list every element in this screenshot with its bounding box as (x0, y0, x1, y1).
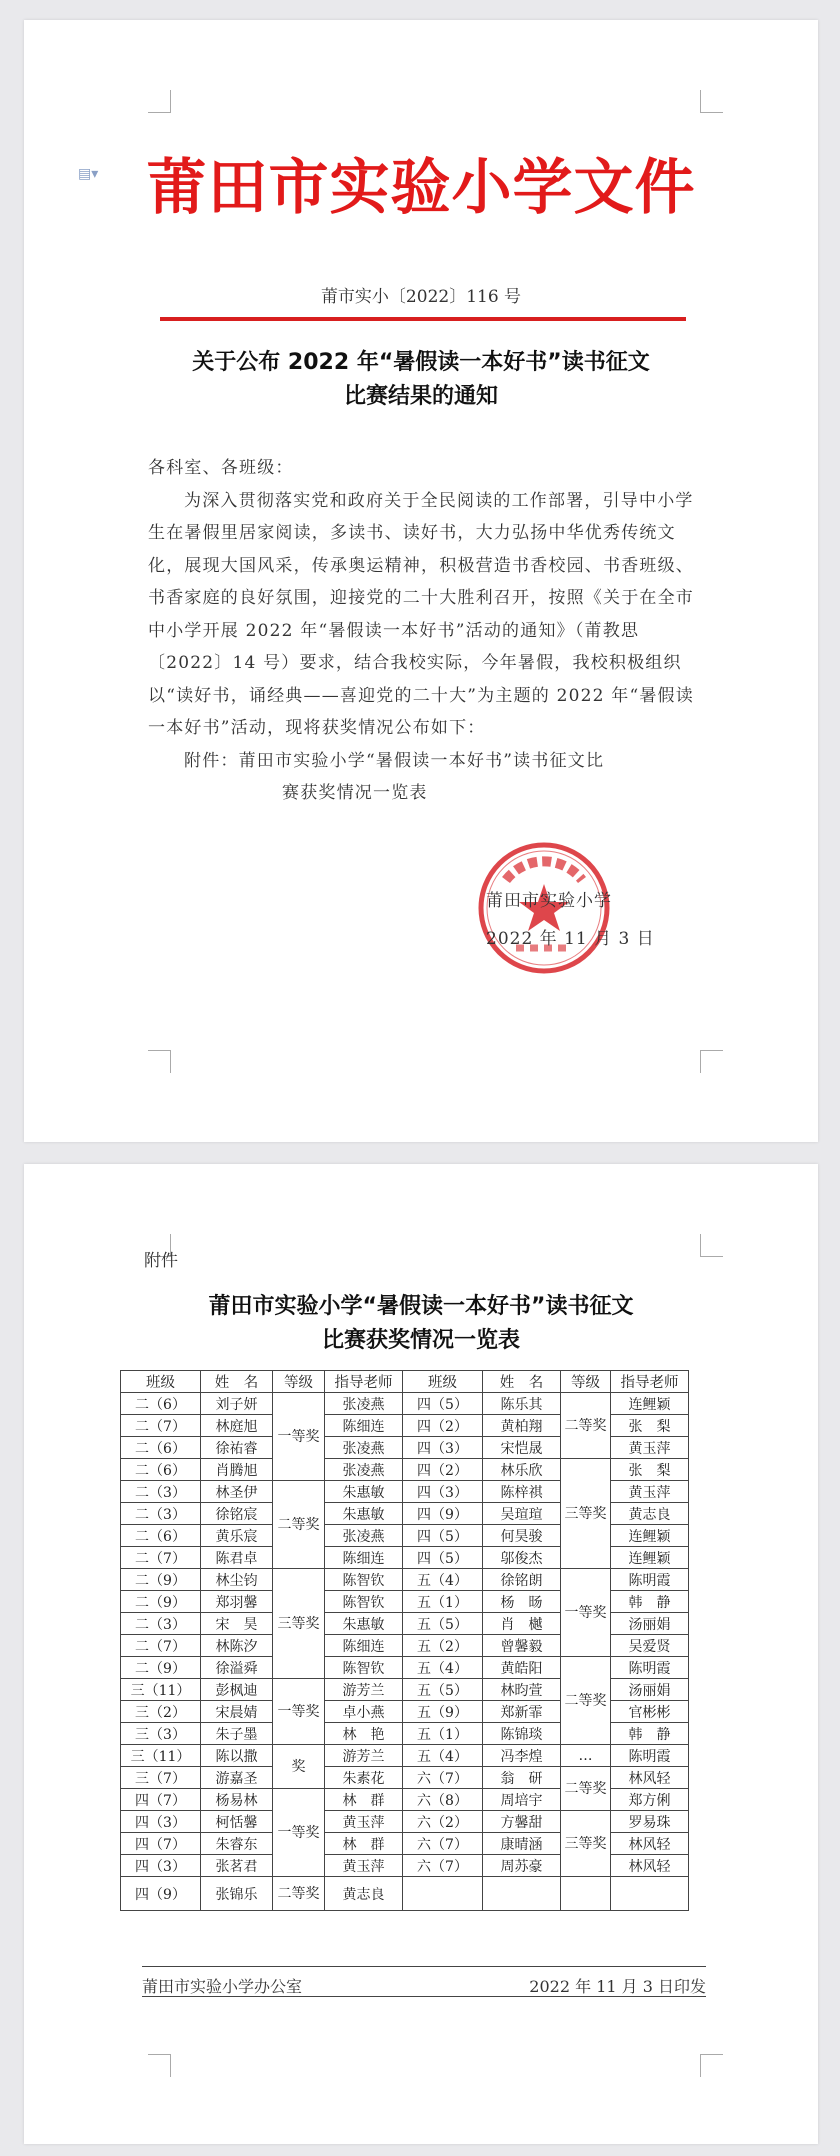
class-cell: 五（4） (403, 1657, 483, 1679)
document-page-1 (24, 20, 818, 1142)
award-grade-cell: 二等奖 (273, 1877, 325, 1911)
teacher-cell: 陈明霞 (611, 1569, 689, 1591)
award-grade-cell: 二等奖 (273, 1481, 325, 1569)
student-name-cell: 朱睿东 (201, 1833, 273, 1855)
annex-label: 附件 (144, 1251, 178, 1271)
class-cell: 二（9） (121, 1591, 201, 1613)
margin-corner-mark (148, 2054, 171, 2077)
empty-cell (561, 1877, 611, 1911)
award-list-title-line-2: 比赛获奖情况一览表 (321, 1328, 520, 1353)
student-name-cell: 张锦乐 (201, 1877, 273, 1911)
body-paragraph: 为深入贯彻落实党和政府关于全民阅读的工作部署，引导中小学生在暑假里居家阅读，多读书、读好书，大力弘扬中华优秀传统文化，展现大国风采，传承奥运精神，积极营造书香校园、书香班级、书香家庭的良好氛围，迎接党的二十大胜利召开，按照《关于在全市中小学开展 2022 年“暑假读一本好书”活动的通知》（莆教思〔2022〕14 号）要求，结合我校实际，今年暑假，我校积极组织以“读好书，诵经典——喜迎党的二十大”为主题的 2022 年“暑假读一本好书”活动，现将获奖情况公布如下： (148, 490, 694, 738)
class-cell: 四（5） (403, 1393, 483, 1415)
class-cell: 六（7） (403, 1767, 483, 1789)
teacher-cell: 陈明霞 (611, 1657, 689, 1679)
teacher-cell: 郑方俐 (611, 1789, 689, 1811)
issue-date: 2022 年 11 月 3 日印发 (529, 1977, 706, 1996)
teacher-cell: 林 群 (325, 1833, 403, 1855)
student-name-cell: 林尘钧 (201, 1569, 273, 1591)
student-name-cell: 彭枫迪 (201, 1679, 273, 1701)
document-page-2 (24, 1164, 818, 2144)
student-name-cell: 杨 旸 (483, 1591, 561, 1613)
header-name: 姓 名 (483, 1371, 561, 1393)
student-name-cell: 林昀萱 (483, 1679, 561, 1701)
student-name-cell: 徐铭宸 (201, 1503, 273, 1525)
class-cell: 五（5） (403, 1679, 483, 1701)
award-grade-cell: 一等奖 (273, 1679, 325, 1745)
student-name-cell: 杨易林 (201, 1789, 273, 1811)
teacher-cell: 黄志良 (325, 1877, 403, 1911)
header-teacher: 指导老师 (325, 1371, 403, 1393)
teacher-cell: 汤丽娟 (611, 1613, 689, 1635)
student-name-cell: 游嘉圣 (201, 1767, 273, 1789)
class-cell: 六（7） (403, 1855, 483, 1877)
class-cell: 二（3） (121, 1503, 201, 1525)
annex-line-2: 赛获奖情况一览表 (282, 783, 428, 803)
empty-cell (403, 1877, 483, 1911)
header-class: 班级 (403, 1371, 483, 1393)
class-cell: 四（9） (121, 1877, 201, 1911)
class-cell: 五（4） (403, 1569, 483, 1591)
student-name-cell: 林乐欣 (483, 1459, 561, 1481)
class-cell: 四（5） (403, 1525, 483, 1547)
sign-date: 2022 年 11 月 3 日 (486, 929, 655, 949)
teacher-cell: 张凌燕 (325, 1437, 403, 1459)
student-name-cell: 宋晨婧 (201, 1701, 273, 1723)
award-table (120, 1370, 689, 1911)
notice-body (148, 452, 710, 810)
teacher-cell: 张 梨 (611, 1415, 689, 1437)
award-grade-cell: 奖 (273, 1745, 325, 1789)
class-cell: 五（2） (403, 1635, 483, 1657)
margin-corner-mark (148, 1050, 171, 1073)
teacher-cell: 陈智钦 (325, 1657, 403, 1679)
class-cell: 六（8） (403, 1789, 483, 1811)
teacher-cell: 张 梨 (611, 1459, 689, 1481)
teacher-cell: 连鲤颖 (611, 1525, 689, 1547)
class-cell: 四（9） (403, 1503, 483, 1525)
student-name-cell: 吴瑄瑄 (483, 1503, 561, 1525)
student-name-cell: 肖 樾 (483, 1613, 561, 1635)
student-name-cell: 何昊骏 (483, 1525, 561, 1547)
table-row (121, 1657, 689, 1679)
award-grade-cell: 三等奖 (561, 1459, 611, 1569)
margin-corner-mark (700, 90, 723, 113)
teacher-cell: 黄玉萍 (325, 1811, 403, 1833)
student-name-cell: 陈君卓 (201, 1547, 273, 1569)
signer-name: 莆田市实验小学 (486, 891, 612, 911)
teacher-cell: 朱素花 (325, 1767, 403, 1789)
class-cell: 二（6） (121, 1393, 201, 1415)
class-cell: 三（11） (121, 1745, 201, 1767)
header-name: 姓 名 (201, 1371, 273, 1393)
teacher-cell: 陈明霞 (611, 1745, 689, 1767)
class-cell: 四（2） (403, 1459, 483, 1481)
award-grade-cell: 三等奖 (273, 1569, 325, 1679)
document-options-icon[interactable]: ▤▾ (78, 166, 99, 182)
class-cell: 四（7） (121, 1833, 201, 1855)
class-cell: 五（1） (403, 1591, 483, 1613)
footer-top-rule (142, 1966, 706, 1967)
teacher-cell: 黄志良 (611, 1503, 689, 1525)
student-name-cell: 康晴涵 (483, 1833, 561, 1855)
teacher-cell: 韩 静 (611, 1723, 689, 1745)
table-row (121, 1745, 689, 1767)
class-cell: 二（6） (121, 1525, 201, 1547)
award-grade-cell: 二等奖 (561, 1657, 611, 1745)
header-grade: 等级 (273, 1371, 325, 1393)
class-cell: 五（9） (403, 1701, 483, 1723)
class-cell: 二（3） (121, 1613, 201, 1635)
teacher-cell: 陈细连 (325, 1415, 403, 1437)
student-name-cell: 冯李煌 (483, 1745, 561, 1767)
student-name-cell: 林陈汐 (201, 1635, 273, 1657)
teacher-cell: 张凌燕 (325, 1393, 403, 1415)
table-row (121, 1569, 689, 1591)
teacher-cell: 陈细连 (325, 1547, 403, 1569)
class-cell: 二（7） (121, 1547, 201, 1569)
student-name-cell: 朱子墨 (201, 1723, 273, 1745)
teacher-cell: 陈智钦 (325, 1569, 403, 1591)
class-cell: 四（3） (121, 1855, 201, 1877)
student-name-cell: 陈以撒 (201, 1745, 273, 1767)
student-name-cell: 周苏豪 (483, 1855, 561, 1877)
student-name-cell: 黄乐宸 (201, 1525, 273, 1547)
table-row (121, 1393, 689, 1415)
award-list-title (24, 1290, 818, 1358)
student-name-cell: 宋 昊 (201, 1613, 273, 1635)
notice-title (24, 346, 818, 414)
header-grade: 等级 (561, 1371, 611, 1393)
teacher-cell: 卓小燕 (325, 1701, 403, 1723)
header-class: 班级 (121, 1371, 201, 1393)
student-name-cell: 黄皓阳 (483, 1657, 561, 1679)
class-cell: 六（2） (403, 1811, 483, 1833)
class-cell: 四（2） (403, 1415, 483, 1437)
class-cell: 二（9） (121, 1657, 201, 1679)
teacher-cell: 张凌燕 (325, 1459, 403, 1481)
class-cell: 四（3） (403, 1481, 483, 1503)
teacher-cell: 官彬彬 (611, 1701, 689, 1723)
award-grade-cell: 一等奖 (561, 1569, 611, 1657)
award-list-title-line-1: 莆田市实验小学“暑假读一本好书”读书征文 (208, 1294, 634, 1319)
student-name-cell: 陈锦琰 (483, 1723, 561, 1745)
table-header-row (121, 1371, 689, 1393)
class-cell: 四（5） (403, 1547, 483, 1569)
teacher-cell: 游芳兰 (325, 1679, 403, 1701)
issuing-office: 莆田市实验小学办公室 (142, 1977, 303, 1996)
teacher-cell: 罗易珠 (611, 1811, 689, 1833)
class-cell: 二（6） (121, 1437, 201, 1459)
award-grade-cell: 一等奖 (273, 1789, 325, 1877)
teacher-cell: 张凌燕 (325, 1525, 403, 1547)
class-cell: 三（2） (121, 1701, 201, 1723)
teacher-cell: 黄玉萍 (611, 1437, 689, 1459)
class-cell: 二（9） (121, 1569, 201, 1591)
teacher-cell: 林风轻 (611, 1767, 689, 1789)
class-cell: 五（1） (403, 1723, 483, 1745)
table-row (121, 1459, 689, 1481)
teacher-cell: 陈智钦 (325, 1591, 403, 1613)
teacher-cell: 黄玉萍 (611, 1481, 689, 1503)
table-row (121, 1877, 689, 1911)
margin-corner-mark (700, 1050, 723, 1073)
teacher-cell: 游芳兰 (325, 1745, 403, 1767)
student-name-cell: 柯恬馨 (201, 1811, 273, 1833)
teacher-cell: 林 艳 (325, 1723, 403, 1745)
class-cell: 二（3） (121, 1481, 201, 1503)
class-cell: 六（7） (403, 1833, 483, 1855)
table-row (121, 1811, 689, 1833)
class-cell: 五（5） (403, 1613, 483, 1635)
class-cell: 四（7） (121, 1789, 201, 1811)
salutation: 各科室、各班级： (148, 458, 294, 478)
teacher-cell: 连鲤颖 (611, 1393, 689, 1415)
red-divider-line (160, 317, 686, 321)
teacher-cell: 林风轻 (611, 1855, 689, 1877)
class-cell: 二（7） (121, 1415, 201, 1437)
student-name-cell: 林庭旭 (201, 1415, 273, 1437)
award-grade-cell: 一等奖 (273, 1393, 325, 1481)
notice-title-line-1: 关于公布 2022 年“暑假读一本好书”读书征文 (192, 350, 650, 375)
document-number: 莆市实小〔2022〕116 号 (320, 287, 522, 307)
red-header-title: 莆田市实验小学文件 (146, 153, 696, 223)
teacher-cell: 林 群 (325, 1789, 403, 1811)
margin-corner-mark (700, 1234, 723, 1257)
student-name-cell: 陈梓祺 (483, 1481, 561, 1503)
student-name-cell: 郑羽馨 (201, 1591, 273, 1613)
award-grade-cell: 三等奖 (561, 1811, 611, 1877)
margin-corner-mark (148, 90, 171, 113)
empty-cell (611, 1877, 689, 1911)
class-cell: 三（3） (121, 1723, 201, 1745)
student-name-cell: 郑新霏 (483, 1701, 561, 1723)
footer-bottom-rule (142, 1996, 706, 1997)
teacher-cell: 朱惠敏 (325, 1503, 403, 1525)
signature-block (486, 882, 655, 958)
student-name-cell: 翁 研 (483, 1767, 561, 1789)
teacher-cell: 黄玉萍 (325, 1855, 403, 1877)
student-name-cell: 徐溢舜 (201, 1657, 273, 1679)
class-cell: 三（11） (121, 1679, 201, 1701)
award-grade-cell: 二等奖 (561, 1393, 611, 1459)
student-name-cell: 邬俊杰 (483, 1547, 561, 1569)
margin-corner-mark (700, 2054, 723, 2077)
empty-cell (483, 1877, 561, 1911)
class-cell: 五（4） (403, 1745, 483, 1767)
student-name-cell: 徐铭朗 (483, 1569, 561, 1591)
student-name-cell: 周培宇 (483, 1789, 561, 1811)
student-name-cell: 曾馨毅 (483, 1635, 561, 1657)
student-name-cell: 张茗君 (201, 1855, 273, 1877)
class-cell: 二（7） (121, 1635, 201, 1657)
student-name-cell: 陈乐其 (483, 1393, 561, 1415)
annex-line-1: 附件：莆田市实验小学“暑假读一本好书”读书征文比 (184, 750, 605, 771)
teacher-cell: 韩 静 (611, 1591, 689, 1613)
award-grade-cell: 二等奖 (561, 1767, 611, 1811)
student-name-cell: 刘子妍 (201, 1393, 273, 1415)
teacher-cell: 林风轻 (611, 1833, 689, 1855)
award-grade-cell: … (561, 1745, 611, 1767)
teacher-cell: 吴爱贤 (611, 1635, 689, 1657)
class-cell: 二（6） (121, 1459, 201, 1481)
class-cell: 四（3） (121, 1811, 201, 1833)
teacher-cell: 朱惠敏 (325, 1481, 403, 1503)
class-cell: 四（3） (403, 1437, 483, 1459)
teacher-cell: 陈细连 (325, 1635, 403, 1657)
table-row (121, 1767, 689, 1789)
class-cell: 三（7） (121, 1767, 201, 1789)
teacher-cell: 连鲤颖 (611, 1547, 689, 1569)
teacher-cell: 朱惠敏 (325, 1613, 403, 1635)
student-name-cell: 方馨甜 (483, 1811, 561, 1833)
student-name-cell: 林圣伊 (201, 1481, 273, 1503)
student-name-cell: 宋恺晟 (483, 1437, 561, 1459)
header-teacher: 指导老师 (611, 1371, 689, 1393)
student-name-cell: 徐祐睿 (201, 1437, 273, 1459)
student-name-cell: 黄柏翔 (483, 1415, 561, 1437)
teacher-cell: 汤丽娟 (611, 1679, 689, 1701)
student-name-cell: 肖腾旭 (201, 1459, 273, 1481)
notice-title-line-2: 比赛结果的通知 (343, 384, 498, 409)
